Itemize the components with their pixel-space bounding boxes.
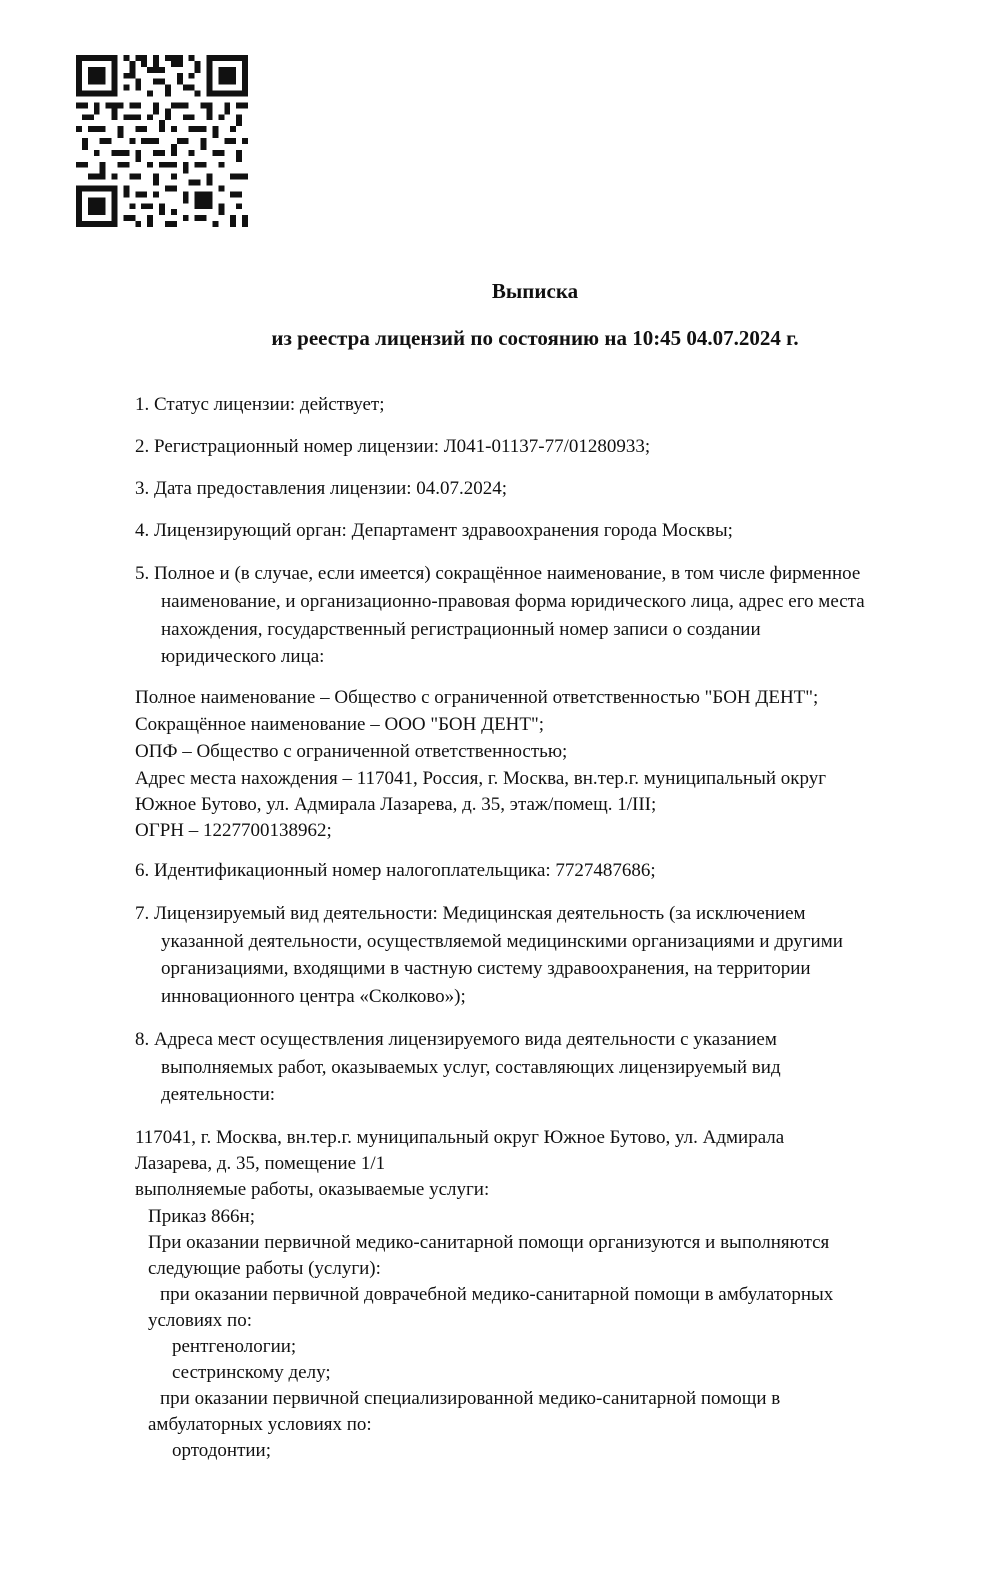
activity-address-line: Лазарева, д. 35, помещение 1/1 — [135, 1153, 386, 1174]
item-organization-heading: 5. Полное и (в случае, если имеется) сокращённое наименование, в том числе фирменное — [135, 563, 861, 584]
item-activity-type-line: организациями, входящими в частную систему здравоохранения, на территории — [161, 958, 811, 979]
prehospital-care-heading-line: условиях по: — [148, 1310, 252, 1331]
service-item: рентгенологии; — [172, 1336, 297, 1357]
specialized-care-heading-line: амбулаторных условиях по: — [148, 1414, 372, 1435]
primary-care-heading-line: следующие работы (услуги): — [148, 1258, 381, 1279]
org-address: Адрес места нахождения – 117041, Россия, г. Москва, вн.тер.г. муниципальный округ — [135, 768, 827, 789]
item-activity-addresses: 8. Адреса мест осуществления лицензируемого вида деятельности с указанием — [135, 1029, 777, 1050]
prehospital-care-heading: при оказании первичной доврачебной медико-санитарной помощи в амбулаторных — [160, 1284, 834, 1305]
item-licensing-authority: 4. Лицензирующий орган: Департамент здравоохранения города Москвы; — [135, 520, 733, 541]
services-heading: выполняемые работы, оказываемые услуги: — [135, 1179, 490, 1200]
qr-code — [76, 55, 248, 227]
order-reference: Приказ 866н; — [148, 1206, 255, 1227]
item-inn: 6. Идентификационный номер налогоплательщика: 7727487686; — [135, 860, 656, 881]
item-organization-heading-line: юридического лица: — [161, 646, 325, 667]
item-activity-type-line: указанной деятельности, осуществляемой медицинскими организациями и другими — [161, 931, 843, 952]
org-legal-form: ОПФ – Общество с ограниченной ответственностью; — [135, 741, 568, 762]
org-full-name: Полное наименование – Общество с ограниченной ответственностью "БОН ДЕНТ"; — [135, 687, 819, 708]
item-license-status: 1. Статус лицензии: действует; — [135, 394, 385, 415]
item-issue-date: 3. Дата предоставления лицензии: 04.07.2024; — [135, 478, 508, 499]
org-short-name: Сокращённое наименование – ООО "БОН ДЕНТ"; — [135, 714, 545, 735]
item-activity-addresses-line: деятельности: — [161, 1084, 276, 1105]
item-activity-type-line: инновационного центра «Сколково»); — [161, 986, 466, 1007]
service-item: сестринскому делу; — [172, 1362, 331, 1383]
item-activity-type: 7. Лицензируемый вид деятельности: Медицинская деятельность (за исключением — [135, 903, 806, 924]
item-organization-heading-line: нахождения, государственный регистрационный номер записи о создании — [161, 619, 761, 640]
specialized-care-heading: при оказании первичной специализированной медико-санитарной помощи в — [160, 1388, 781, 1409]
activity-address: 117041, г. Москва, вн.тер.г. муниципальный округ Южное Бутово, ул. Адмирала — [135, 1127, 785, 1148]
item-activity-addresses-line: выполняемых работ, оказываемых услуг, составляющих лицензируемый вид — [161, 1057, 781, 1078]
org-address-line: Южное Бутово, ул. Адмирала Лазарева, д. 35, этаж/помещ. 1/III; — [135, 794, 657, 815]
document-title: Выписка — [491, 279, 579, 303]
primary-care-heading: При оказании первичной медико-санитарной помощи организуются и выполняются — [148, 1232, 830, 1253]
item-registration-number: 2. Регистрационный номер лицензии: Л041-01137-77/01280933; — [135, 436, 651, 457]
service-item: ортодонтии; — [172, 1440, 272, 1461]
document-subtitle: из реестра лицензий по состоянию на 10:45 04.07.2024 г. — [271, 326, 799, 350]
org-ogrn: ОГРН – 1227700138962; — [135, 820, 332, 841]
item-organization-heading-line: наименование, и организационно-правовая форма юридического лица, адрес его места — [161, 591, 865, 612]
